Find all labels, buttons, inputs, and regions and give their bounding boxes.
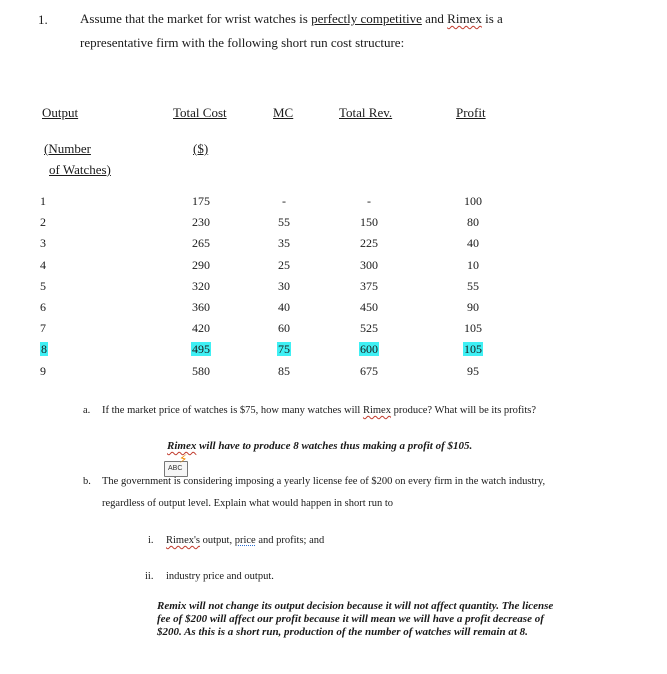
cell-value: 1 bbox=[40, 194, 46, 208]
part-a-rimex: Rimex bbox=[362, 405, 391, 416]
cell-value: 90 bbox=[467, 300, 479, 314]
cell-value: - bbox=[367, 194, 371, 208]
sub-ii-label: ii. bbox=[145, 571, 154, 582]
cell-output bbox=[40, 236, 46, 251]
part-b-answer-line-3: $200. As this is a short run, production of the number of watches will remain at 8. bbox=[157, 626, 528, 638]
cell-value: 580 bbox=[192, 363, 210, 378]
subheader-of-watches: of Watches) bbox=[49, 162, 111, 177]
cell-profit bbox=[453, 300, 493, 315]
part-a-answer-rimex: Rimex bbox=[167, 440, 197, 452]
cell-value: 10 bbox=[467, 257, 479, 272]
cell-total-cost bbox=[181, 342, 221, 357]
cell-value: 4 bbox=[40, 257, 46, 272]
rimex-name: Rimex bbox=[447, 11, 482, 26]
cell-value: 95 bbox=[467, 363, 479, 378]
cell-value: 35 bbox=[278, 236, 290, 251]
cell-value: 5 bbox=[40, 278, 46, 293]
part-b-line-2: regardless of output level. Explain what would happen in short run to bbox=[102, 498, 394, 509]
cell-total-rev bbox=[349, 215, 389, 230]
cell-output bbox=[40, 300, 46, 315]
cell-total-cost bbox=[181, 258, 221, 273]
cell-profit bbox=[453, 279, 493, 294]
cell-total-rev bbox=[349, 194, 389, 209]
cell-profit bbox=[453, 194, 493, 209]
cell-total-cost bbox=[181, 279, 221, 294]
cell-value: 105 bbox=[464, 342, 482, 357]
cell-value: 55 bbox=[278, 215, 290, 230]
cell-total-rev bbox=[349, 300, 389, 315]
cell-value: 7 bbox=[40, 321, 46, 336]
cell-mc bbox=[264, 300, 304, 315]
cell-mc bbox=[264, 342, 304, 357]
cell-mc bbox=[264, 279, 304, 294]
part-a-text-b: produce? What will be its profits? bbox=[390, 405, 536, 416]
part-a-label: a. bbox=[83, 405, 91, 416]
cell-total-cost bbox=[181, 236, 221, 251]
cell-value: 375 bbox=[360, 278, 378, 293]
cell-value: 265 bbox=[192, 236, 210, 251]
cell-mc bbox=[264, 215, 304, 230]
cell-value: 450 bbox=[360, 300, 378, 314]
cell-value: 320 bbox=[192, 278, 210, 293]
cell-total-cost bbox=[181, 364, 221, 379]
header-total-rev: Total Rev. bbox=[339, 105, 393, 120]
cell-total-rev bbox=[349, 321, 389, 336]
cell-output bbox=[40, 342, 48, 357]
cell-value: 225 bbox=[360, 236, 378, 251]
cell-value: 60 bbox=[278, 321, 290, 336]
sub-i-rimex: Rimex's bbox=[166, 535, 200, 546]
header-output: Output bbox=[42, 105, 79, 120]
part-a-answer bbox=[167, 440, 472, 452]
cell-output bbox=[40, 321, 46, 336]
part-a-question bbox=[102, 405, 536, 416]
question-text-1a: Assume that the market for wrist watches is bbox=[80, 11, 312, 26]
cell-value: 40 bbox=[467, 236, 479, 251]
sub-ii-text: industry price and output. bbox=[166, 571, 274, 582]
cell-value: 2 bbox=[40, 215, 46, 230]
part-b-answer-line-1: Remix will not change its output decision because it will not affect quantity. The license bbox=[157, 600, 554, 612]
cell-value: 175 bbox=[192, 194, 210, 208]
cell-mc bbox=[264, 364, 304, 379]
question-line-2: representative firm with the following short run cost structure: bbox=[80, 35, 405, 50]
cell-profit bbox=[453, 321, 493, 336]
lightning-icon: ⚡ bbox=[179, 452, 188, 466]
cell-value: 290 bbox=[192, 257, 210, 272]
part-b-answer-line-2: fee of $200 will affect our profit because it will mean we will have a profit decrease of bbox=[157, 613, 544, 625]
cell-value: 600 bbox=[360, 342, 378, 357]
cell-value: 150 bbox=[360, 215, 378, 230]
cell-value: 85 bbox=[278, 363, 290, 378]
sub-i-text bbox=[166, 535, 324, 546]
cell-value: 25 bbox=[278, 257, 290, 272]
header-profit: Profit bbox=[456, 105, 486, 120]
cell-value: - bbox=[282, 194, 286, 208]
cell-value: 230 bbox=[192, 215, 210, 230]
cell-profit bbox=[453, 342, 493, 357]
cell-value: 75 bbox=[278, 342, 290, 357]
cell-mc bbox=[264, 258, 304, 273]
cell-value: 6 bbox=[40, 300, 46, 314]
cell-value: 100 bbox=[464, 194, 482, 208]
cell-mc bbox=[264, 236, 304, 251]
cell-value: 55 bbox=[467, 278, 479, 293]
subheader-dollar: ($) bbox=[193, 141, 209, 156]
cell-value: 360 bbox=[192, 300, 210, 314]
question-text-1b: and bbox=[421, 11, 448, 26]
sub-i-price: price bbox=[234, 535, 256, 546]
subheader-number: (Number bbox=[44, 141, 91, 156]
cell-output bbox=[40, 279, 46, 294]
cell-value: 420 bbox=[192, 321, 210, 336]
cell-profit bbox=[453, 364, 493, 379]
question-line-1 bbox=[80, 7, 503, 31]
cell-total-rev bbox=[349, 364, 389, 379]
sub-i-label: i. bbox=[148, 535, 154, 546]
cell-output bbox=[40, 364, 46, 379]
cell-value: 675 bbox=[360, 363, 378, 378]
part-a-text-a: If the market price of watches is $75, how many watches will bbox=[102, 405, 363, 416]
cell-value: 9 bbox=[40, 363, 46, 378]
cell-value: 40 bbox=[278, 300, 290, 314]
cell-value: 80 bbox=[467, 215, 479, 230]
part-b-line-1: The government is considering imposing a yearly license fee of $200 on every firm in the watch industry, bbox=[102, 476, 546, 487]
cell-value: 495 bbox=[192, 342, 210, 357]
header-mc: MC bbox=[273, 105, 294, 120]
question-number: 1. bbox=[38, 12, 48, 27]
cell-total-rev bbox=[349, 279, 389, 294]
cell-value: 105 bbox=[464, 321, 482, 336]
cell-profit bbox=[453, 215, 493, 230]
question-text-1c: is a bbox=[481, 11, 503, 26]
cell-total-cost bbox=[181, 300, 221, 315]
cell-mc bbox=[264, 194, 304, 209]
part-a-answer-text: will have to produce 8 watches thus making a profit of $105. bbox=[196, 440, 473, 452]
part-b-label: b. bbox=[83, 476, 91, 487]
cell-total-cost bbox=[181, 194, 221, 209]
header-total-cost: Total Cost bbox=[173, 105, 227, 120]
cell-profit bbox=[453, 236, 493, 251]
cell-value: 3 bbox=[40, 236, 46, 251]
cell-total-cost bbox=[181, 321, 221, 336]
cell-mc bbox=[264, 321, 304, 336]
sub-i-end: and profits; and bbox=[255, 535, 325, 546]
sub-i-mid: output, bbox=[199, 535, 235, 546]
spellcheck-label: ABC bbox=[168, 465, 183, 472]
cell-output bbox=[40, 215, 46, 230]
cell-value: 300 bbox=[360, 257, 378, 272]
cell-profit bbox=[453, 258, 493, 273]
cell-value: 525 bbox=[360, 321, 378, 336]
cell-total-rev bbox=[349, 342, 389, 357]
cell-value: 8 bbox=[41, 342, 47, 357]
cell-total-rev bbox=[349, 258, 389, 273]
cell-total-cost bbox=[181, 215, 221, 230]
perfectly-competitive-term: perfectly competitive bbox=[311, 11, 422, 26]
cell-output bbox=[40, 258, 46, 273]
cell-total-rev bbox=[349, 236, 389, 251]
cell-output bbox=[40, 194, 46, 209]
cell-value: 30 bbox=[278, 278, 290, 293]
